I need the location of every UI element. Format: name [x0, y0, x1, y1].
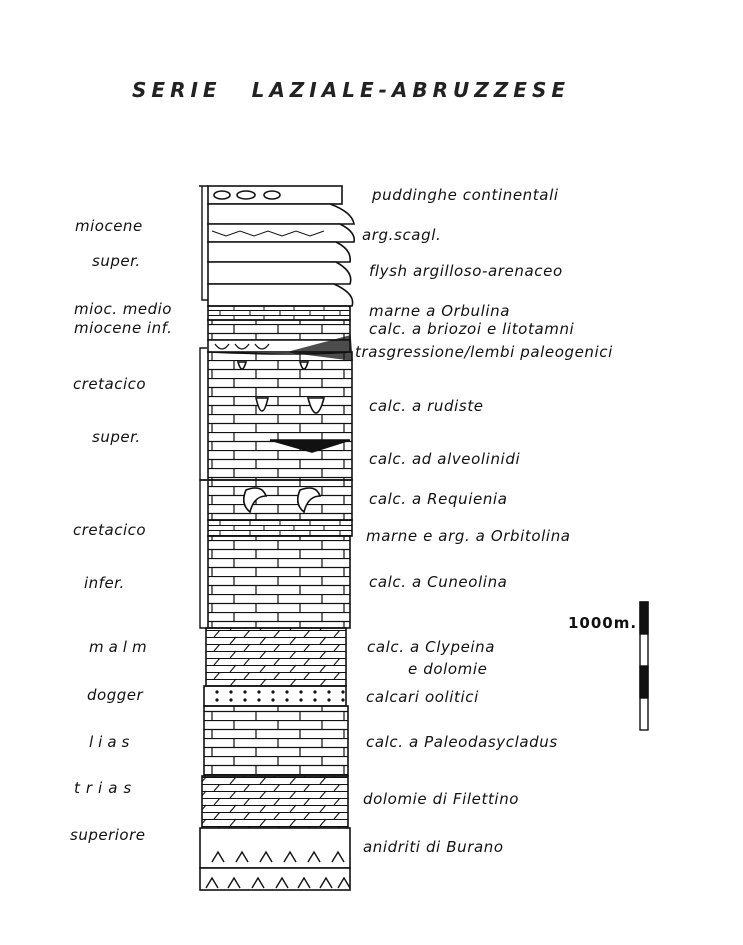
lith-calc-rudiste: calc. a rudiste — [369, 397, 484, 415]
lith-calcari-oolitici: calcari oolitici — [366, 688, 479, 706]
scale-bar-label: 1000m. — [568, 614, 638, 632]
lith-calc-requienia: calc. a Requienia — [369, 490, 508, 508]
lith-puddinghe-continentali: puddinghe continentali — [372, 186, 559, 204]
lith-calc-clypeina: calc. a Clypeina — [367, 638, 496, 656]
lith-arg-scagl: arg.scagl. — [362, 226, 442, 244]
age-label-mioc-medio: mioc. medio — [74, 300, 172, 318]
lith-anidriti-burano: anidriti di Burano — [363, 838, 504, 856]
age-label-malm: malm — [89, 638, 152, 656]
age-label-trias: trias — [74, 779, 138, 797]
lith-calc-cuneolina: calc. a Cuneolina — [369, 573, 508, 591]
lith-flysh: flysh argilloso-arenaceo — [369, 262, 563, 280]
age-label-miocene-super: super. — [92, 252, 141, 270]
scale-bar — [640, 602, 648, 730]
age-label-lias: lias — [89, 733, 135, 751]
lith-calc-briozoi: calc. a briozoi e litotamni — [369, 320, 575, 338]
age-label-cretacico-2: cretacico — [73, 521, 147, 539]
age-label-miocene: miocene — [75, 217, 143, 235]
age-label-cretacico-1: cretacico — [73, 375, 147, 393]
lith-calc-paleodasycladus: calc. a Paleodasycladus — [366, 733, 558, 751]
title-region: LAZIALE-ABRUZZESE — [251, 78, 571, 102]
age-label-dogger: dogger — [87, 686, 144, 704]
lith-marne-orbitolina: marne e arg. a Orbitolina — [366, 527, 571, 545]
age-label-superiore: superiore — [70, 826, 146, 844]
lith-e-dolomie: e dolomie — [408, 660, 488, 678]
lith-trasgressione: trasgressione/lembi paleogenici — [355, 343, 613, 361]
title-serie: SERIE — [132, 78, 222, 102]
age-label-cretacico-infer: infer. — [84, 574, 125, 592]
lith-calc-alveolinidi: calc. ad alveolinidi — [369, 450, 521, 468]
column-body — [200, 186, 354, 890]
age-bracket-lines — [199, 186, 208, 628]
lith-dolomie-filettino: dolomie di Filettino — [363, 790, 520, 808]
lith-marne-orbulina: marne a Orbulina — [369, 302, 511, 320]
age-label-cretacico-super: super. — [92, 428, 141, 446]
age-label-miocene-inf: miocene inf. — [74, 319, 173, 337]
